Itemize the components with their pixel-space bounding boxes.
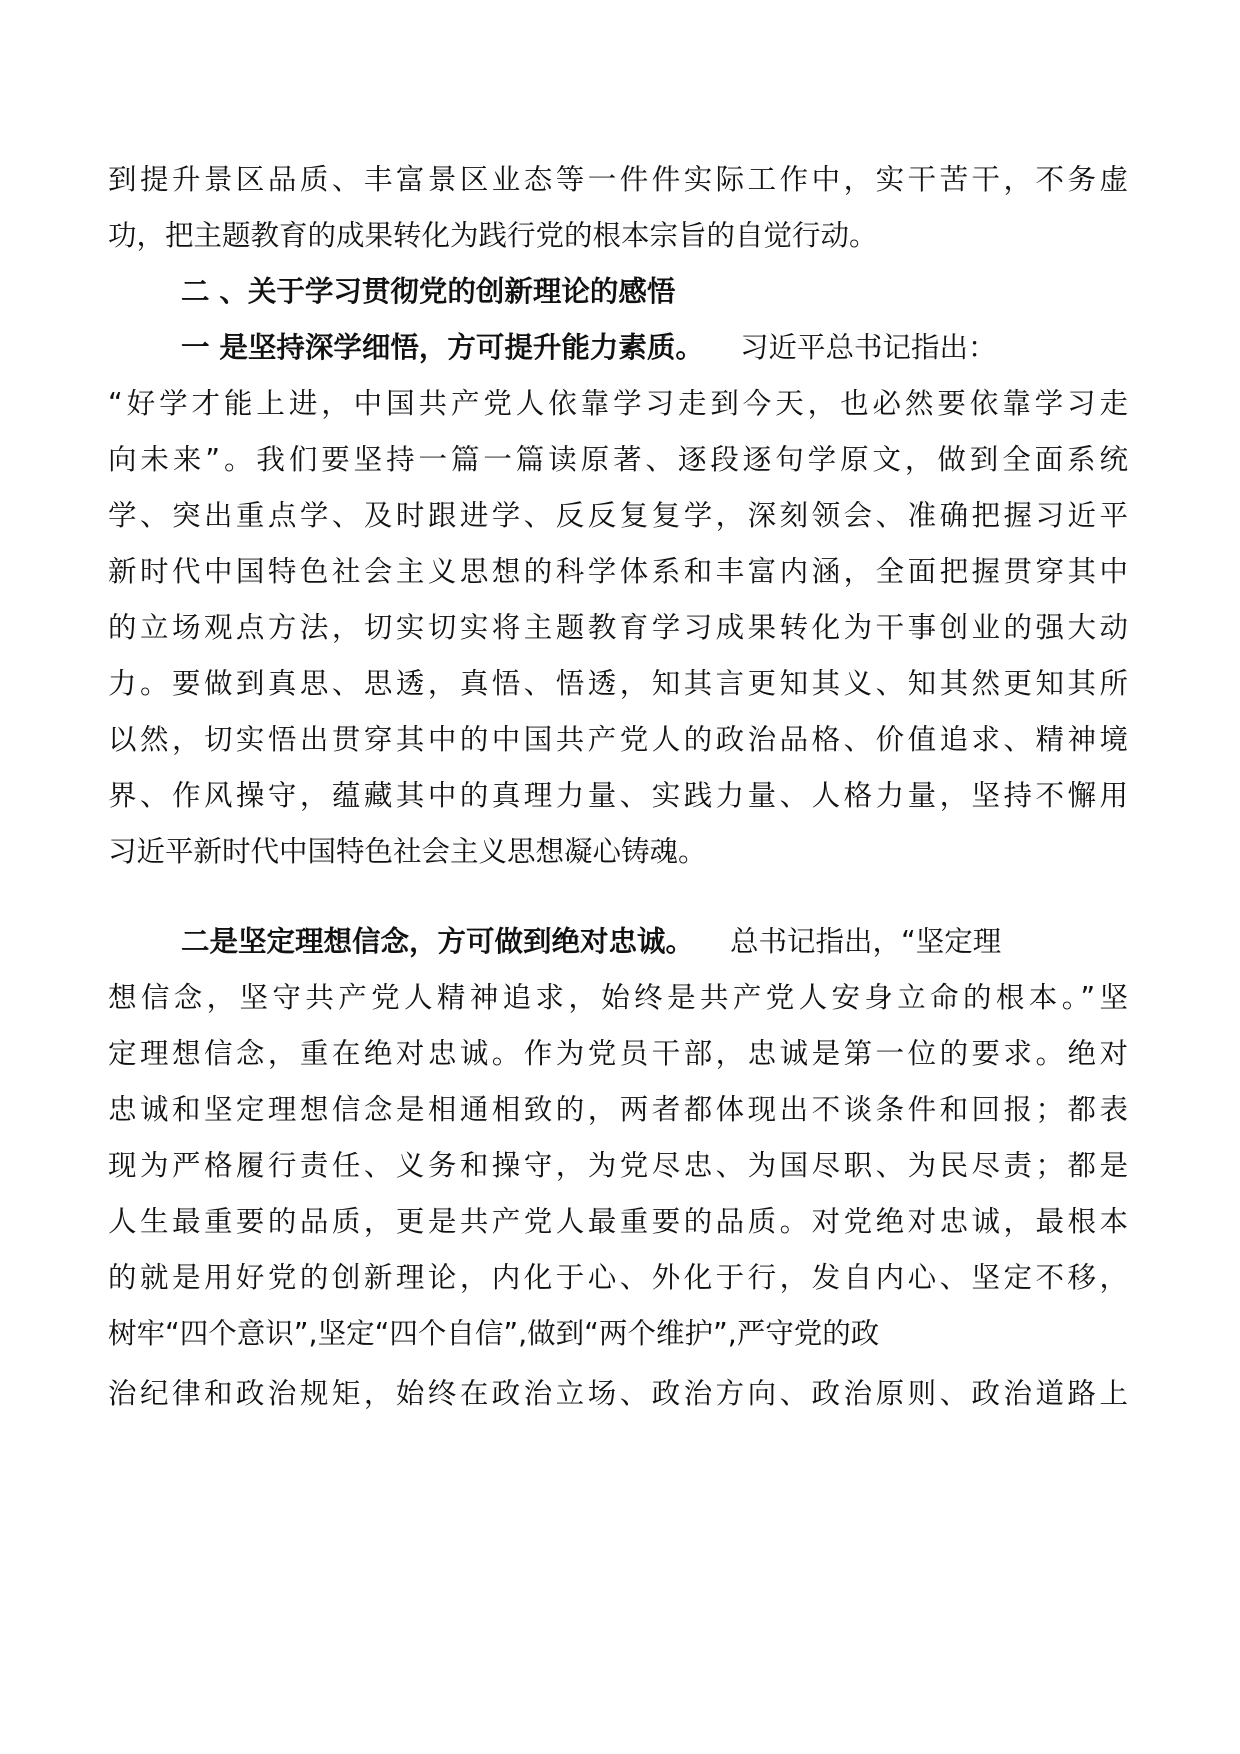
paragraph-first-line [181,922,1128,962]
text-line: 以然，切实悟出贯穿其中的中国共产党人的政治品格、价值追求、精神境 [108,723,1128,756]
text-line: 力。要做到真思、思透，真悟、悟透，知其言更知其义、知其然更知其所 [108,667,1128,700]
section-heading: 二 、关于学习贯彻党的创新理论的感悟 [181,275,676,308]
text-line: 人生最重要的品质，更是共产党人最重要的品质。对党绝对忠诚，最根本 [108,1205,1128,1238]
text-line: 的就是用好党的创新理论，内化于心、外化于行，发自内心、坚定不移， [108,1261,1128,1294]
text-line: 治纪律和政治规矩，始终在政治立场、政治方向、政治原则、政治道路上 [108,1377,1128,1410]
paragraph-lead: 二是坚定理想信念，方可做到绝对忠诚。 [181,925,695,958]
text-line: 到提升景区品质、丰富景区业态等一件件实际工作中，实干苦干，不务虚 [108,163,1128,196]
text-line: 想信念，坚守共产党人精神追求，始终是共产党人安身立命的根本。”坚 [108,981,1128,1014]
text-line: 功，把主题教育的成果转化为践行党的根本宗旨的自觉行动。 [108,219,878,252]
paragraph-lead: 一 是坚持深学细悟，方可提升能力素质。 [181,331,704,364]
text-line: 学、突出重点学、及时跟进学、反反复复学，深刻领会、准确把握习近平 [108,499,1128,532]
text-line: 定理想信念，重在绝对忠诚。作为党员干部，忠诚是第一位的要求。绝对 [108,1037,1128,1070]
text-line: 习近平新时代中国特色社会主义思想凝心铸魂。 [108,835,707,868]
text-line: 向未来”。我们要坚持一篇一篇读原著、逐段逐句学原文，做到全面系统 [108,443,1128,476]
paragraph-text: 总书记指出，“坚定理 [730,925,1002,958]
paragraph-text: 习近平总书记指出： [739,331,997,364]
text-line: 界、作风操守，蕴藏其中的真理力量、实践力量、人格力量，坚持不懈用 [108,779,1128,812]
text-line: “好学才能上进，中国共产党人依靠学习走到今天，也必然要依靠学习走 [108,387,1128,420]
text-line: 现为严格履行责任、义务和操守，为党尽忠、为国尽职、为民尽责；都是 [108,1149,1128,1182]
text-line: 树牢“四个意识”,坚定“四个自信”,做到“两个维护”,严守党的政 [108,1317,880,1350]
text-line: 新时代中国特色社会主义思想的科学体系和丰富内涵，全面把握贯穿其中 [108,555,1128,588]
paragraph-first-line [181,328,1128,368]
text-line: 忠诚和坚定理想信念是相通相致的，两者都体现出不谈条件和回报；都表 [108,1093,1128,1126]
text-line: 的立场观点方法，切实切实将主题教育学习成果转化为干事创业的强大动 [108,611,1128,644]
